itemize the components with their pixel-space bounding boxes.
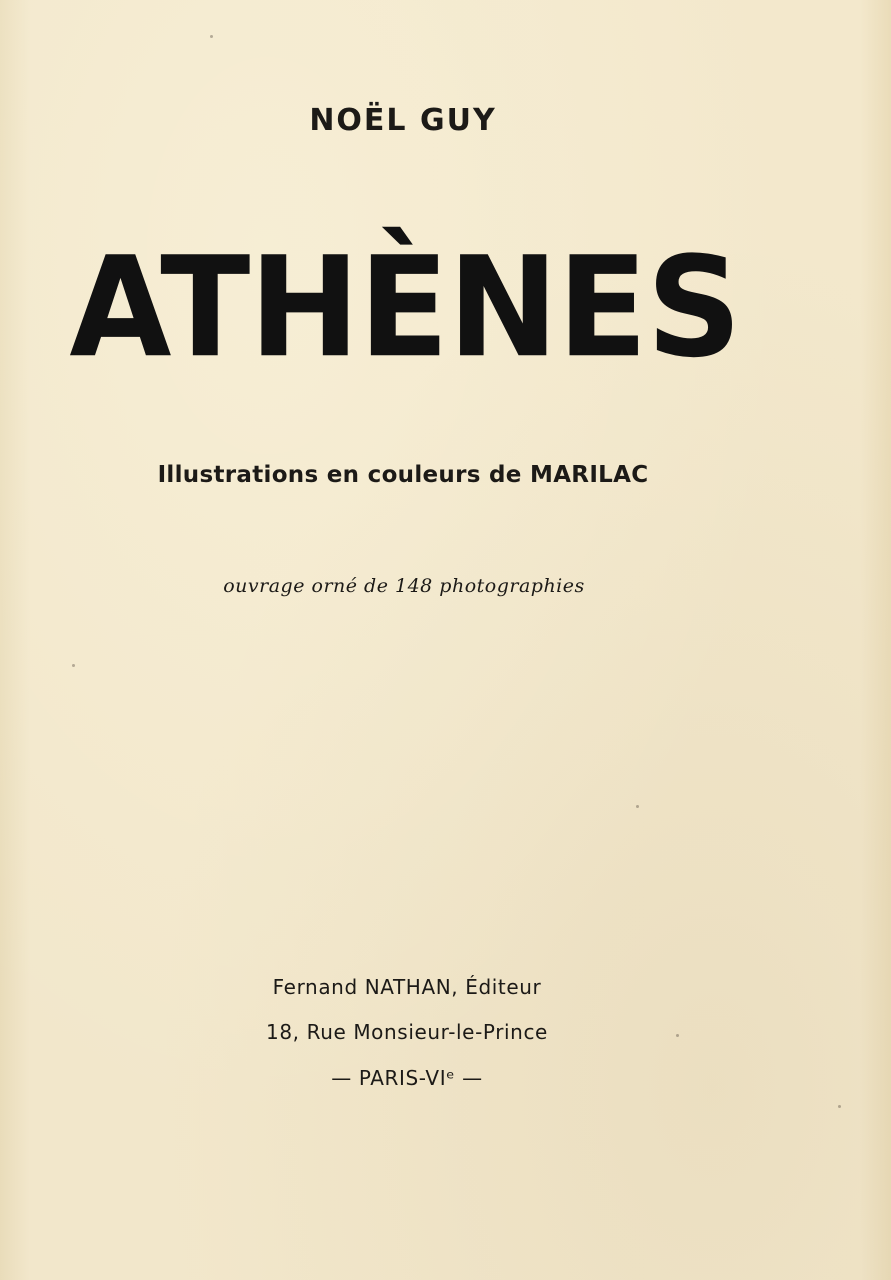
paper-speck — [838, 1105, 841, 1108]
publisher-address: 18, Rue Monsieur-le-Prince — [266, 1020, 548, 1044]
publisher-name: Fernand NATHAN, Éditeur — [272, 975, 542, 999]
illustrations-credit: Illustrations en couleurs de MARILAC — [157, 462, 649, 488]
photographs-note: ouvrage orné de 148 photographies — [223, 575, 585, 597]
paper-speck — [72, 664, 75, 667]
paper-speck — [210, 35, 213, 38]
book-title: ATHÈNES — [69, 227, 741, 389]
author-name: NOËL GUY — [309, 103, 497, 138]
publisher-city: — PARIS-VIᵉ — — [331, 1066, 483, 1090]
paper-speck — [676, 1034, 679, 1037]
paper-speck — [636, 805, 639, 808]
